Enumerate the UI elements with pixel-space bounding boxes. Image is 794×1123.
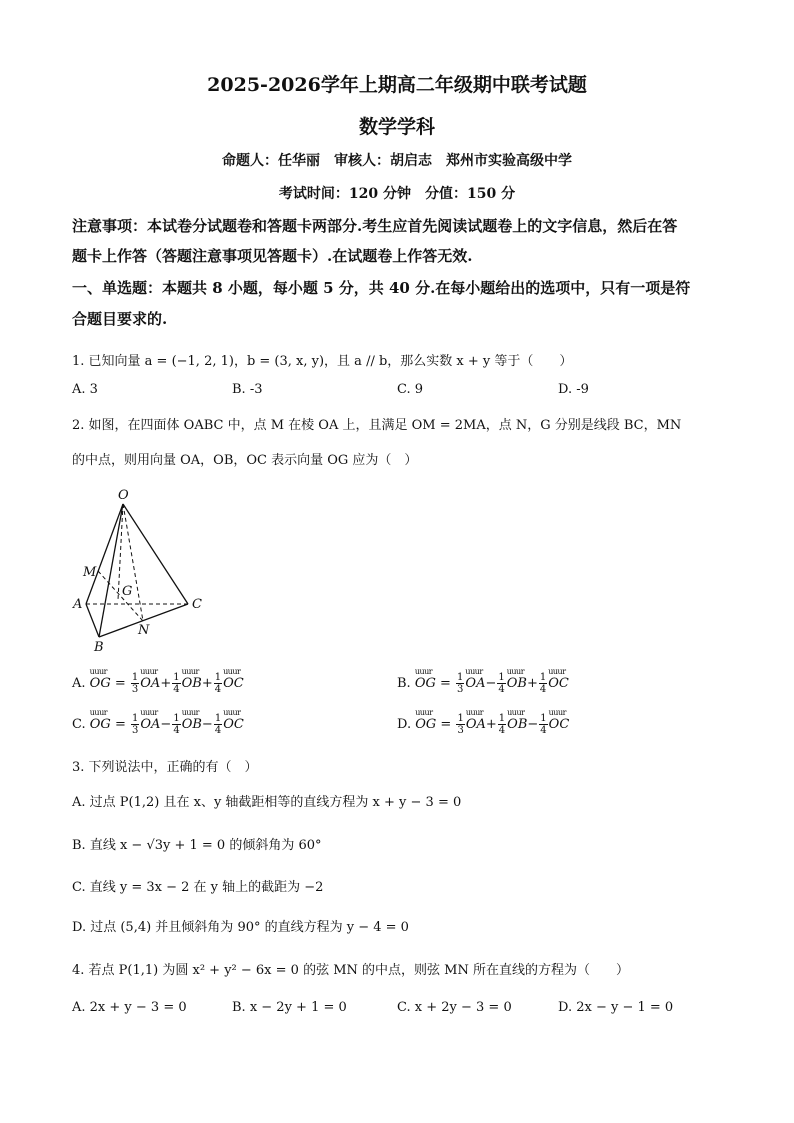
- q3-option-a: A. 过点 P(1,2) 且在 x、y 轴截距相等的直线方程为 x + y − 3 = 0: [72, 795, 462, 810]
- q4-option-b: B. x − 2y + 1 = 0: [232, 1000, 347, 1015]
- figure-label-a: A: [73, 597, 83, 612]
- section1-line-2: 合题目要求的.: [72, 310, 168, 328]
- q2-option-c: C. uuur OG = $\frac{1}{3}$ uuur OA− $\frac{1}{4}$ uuur OB− $\frac{1}{4}$ uuur OC: [72, 713, 244, 736]
- authors-line: 命题人：任华丽 审核人：胡启志 郑州市实验高级中学: [222, 153, 572, 169]
- q2-stem-line-1: 2. 如图，在四面体 OABC 中，点 M 在棱 OA 上，且满足 OM = 2MA，点 N，G 分别是线段 BC，MN: [72, 418, 682, 433]
- q4-option-a: A. 2x + y − 3 = 0: [72, 1000, 187, 1015]
- notice-line-1: 注意事项：本试卷分试题卷和答题卡两部分.考生应首先阅读试题卷上的文字信息，然后在答: [72, 217, 678, 235]
- exam-title: 2025-2026学年上期高二年级期中联考试题: [207, 74, 587, 96]
- q1-option-c: C. 9: [397, 382, 424, 397]
- q4-option-c: C. x + 2y − 3 = 0: [397, 1000, 512, 1015]
- subject-title: 数学学科: [358, 116, 435, 138]
- q1-option-b: B. -3: [232, 382, 263, 397]
- tetrahedron-figure: [66, 484, 226, 656]
- q3-stem: 3. 下列说法中，正确的有（ ）: [72, 760, 258, 775]
- q4-stem: 4. 若点 P(1,1) 为圆 x² + y² − 6x = 0 的弦 MN 的中点，则弦 MN 所在直线的方程为（ ）: [72, 963, 629, 978]
- q1-option-a: A. 3: [72, 382, 98, 397]
- figure-label-b: B: [94, 640, 104, 655]
- figure-label-n: N: [138, 623, 150, 638]
- q1-option-d: D. -9: [558, 382, 589, 397]
- q3-option-c: C. 直线 y = 3x − 2 在 y 轴上的截距为 −2: [72, 880, 324, 895]
- q2-stem-line-2: 的中点，则用向量 OA，OB，OC 表示向量 OG 应为（ ）: [72, 453, 418, 468]
- figure-label-g: G: [122, 584, 133, 599]
- section1-line-1: 一、单选题：本题共 8 小题，每小题 5 分，共 40 分.在每小题给出的选项中，只有一项是符: [72, 279, 691, 297]
- figure-label-c: C: [192, 597, 202, 612]
- notice-line-2: 题卡上作答（答题注意事项见答题卡）.在试题卷上作答无效.: [72, 247, 473, 265]
- q4-option-d: D. 2x − y − 1 = 0: [558, 1000, 674, 1015]
- q3-option-b: B. 直线 x − √3y + 1 = 0 的倾斜角为 60°: [72, 838, 322, 853]
- exam-info: 考试时间：120 分钟 分值：150 分: [278, 186, 516, 202]
- figure-label-m: M: [83, 565, 97, 580]
- q1-stem: 1. 已知向量 a = (−1, 2, 1)，b = (3, x, y)，且 a // b，那么实数 x + y 等于（ ）: [72, 354, 573, 369]
- q2-option-a: A. uuur OG = $\frac{1}{3}$ uuur OA+ $\frac{1}{4}$ uuur OB+ $\frac{1}{4}$ uuur OC: [72, 672, 244, 695]
- q2-option-b: B. uuur OG = $\frac{1}{3}$ uuur OA− $\frac{1}{4}$ uuur OB+ $\frac{1}{4}$ uuur OC: [397, 672, 569, 695]
- q3-option-d: D. 过点 (5,4) 并且倾斜角为 90° 的直线方程为 y − 4 = 0: [72, 920, 409, 935]
- figure-label-o: O: [118, 488, 129, 503]
- q2-option-d: D. uuur OG = $\frac{1}{3}$ uuur OA+ $\frac{1}{4}$ uuur OB− $\frac{1}{4}$ uuur OC: [397, 713, 569, 736]
